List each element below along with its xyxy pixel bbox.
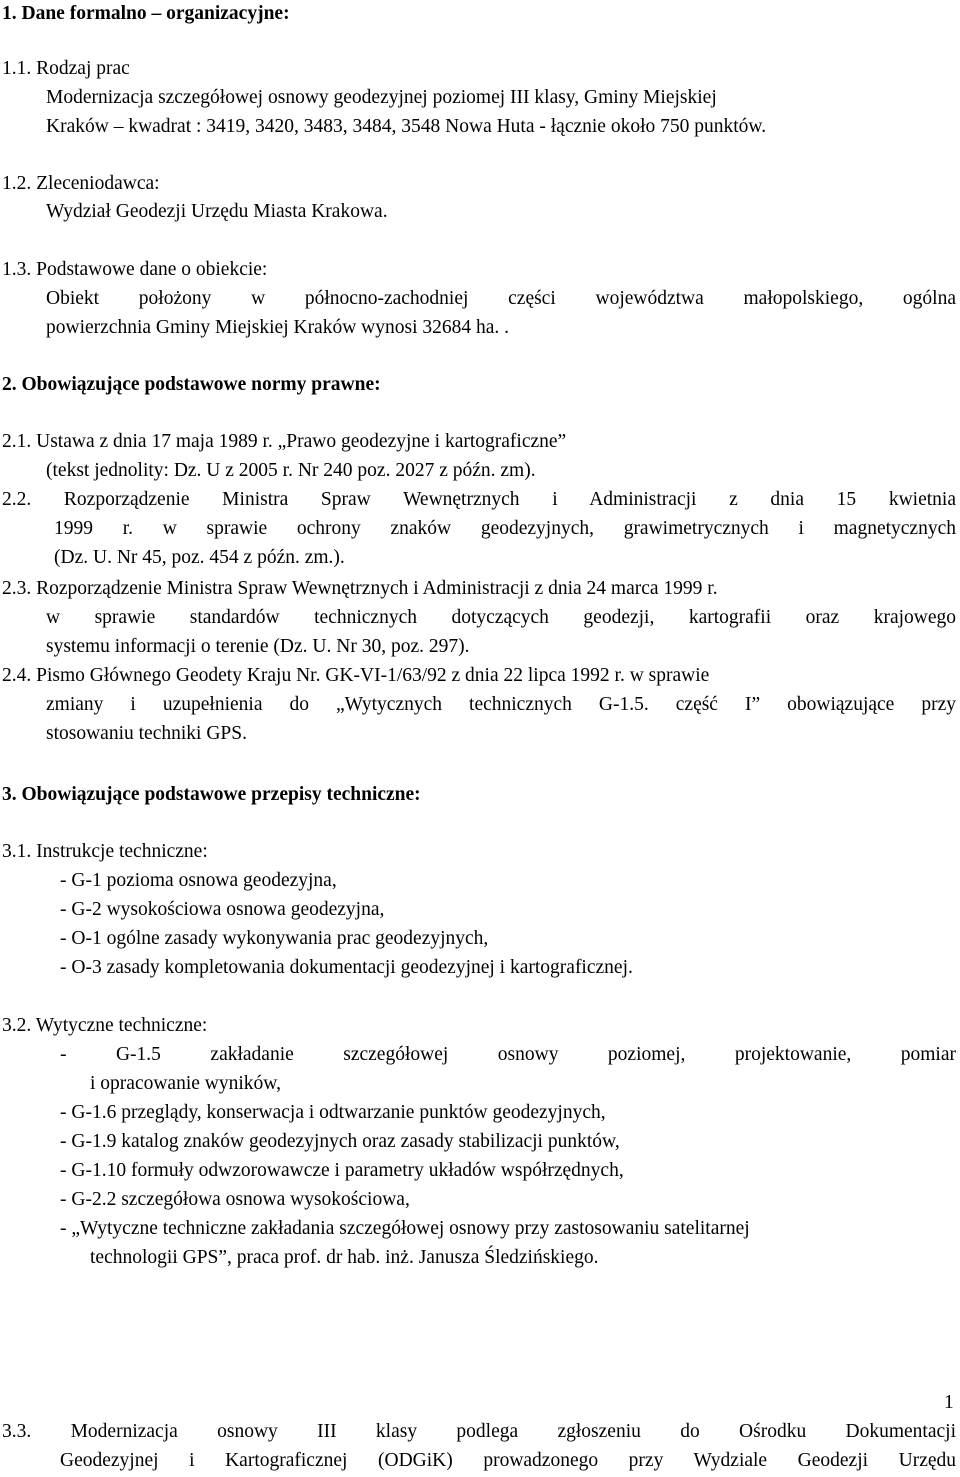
item-1-1-title: 1.1. Rodzaj prac	[2, 58, 130, 79]
item-3-2-entry-1-line-1: - G-1.5 zakładanie szczegółowej osnowy poziomej, projektowanie, pomiar	[60, 1044, 956, 1065]
item-3-2-entry-2: - G-1.6 przeglądy, konserwacja i odtwarzanie punktów geodezyjnych,	[60, 1102, 606, 1123]
item-2-2-line-3: (Dz. U. Nr 45, poz. 454 z późn. zm.).	[54, 547, 345, 568]
item-1-1-line-2: Kraków – kwadrat : 3419, 3420, 3483, 3484, 3548 Nowa Huta - łącznie około 750 punktów.	[46, 116, 767, 137]
item-3-2-title: 3.2. Wytyczne techniczne:	[2, 1015, 208, 1036]
item-2-3-line-1: 2.3. Rozporządzenie Ministra Spraw Wewnętrznych i Administracji z dnia 24 marca 1999 r.	[2, 578, 718, 599]
item-3-2-entry-1-line-2: i opracowanie wyników,	[90, 1073, 281, 1094]
section-3-heading: 3. Obowiązujące podstawowe przepisy techniczne:	[2, 784, 421, 805]
item-3-1-entry-3: - O-1 ogólne zasady wykonywania prac geodezyjnych,	[60, 928, 489, 949]
item-2-1-line-1: 2.1. Ustawa z dnia 17 maja 1989 r. „Prawo geodezyjne i kartograficzne”	[2, 431, 567, 452]
section-1-heading: 1. Dane formalno – organizacyjne:	[2, 3, 290, 24]
item-3-1-title: 3.1. Instrukcje techniczne:	[2, 841, 208, 862]
item-1-3-title: 1.3. Podstawowe dane o obiekcie:	[2, 259, 268, 280]
item-2-4-line-1: 2.4. Pismo Głównego Geodety Kraju Nr. GK-VI-1/63/92 z dnia 22 lipca 1992 r. w sprawie	[2, 665, 710, 686]
item-2-2-line-1: 2.2. Rozporządzenie Ministra Spraw Wewnętrznych i Administracji z dnia 15 kwietnia	[2, 489, 956, 510]
item-3-1-entry-4: - O-3 zasady kompletowania dokumentacji geodezyjnej i kartograficznej.	[60, 957, 633, 978]
item-3-2-entry-3: - G-1.9 katalog znaków geodezyjnych oraz zasady stabilizacji punktów,	[60, 1131, 620, 1152]
item-1-1-line-1: Modernizacja szczegółowej osnowy geodezyjnej poziomej III klasy, Gminy Miejskiej	[46, 87, 717, 108]
item-1-3-line-1: Obiekt położony w północno-zachodniej części województwa małopolskiego, ogólna	[46, 288, 956, 309]
item-2-3-line-2: w sprawie standardów technicznych dotyczących geodezji, kartografii oraz krajowego	[46, 607, 956, 628]
item-3-1-entry-2: - G-2 wysokościowa osnowa geodezyjna,	[60, 899, 385, 920]
item-3-2-entry-5: - G-2.2 szczegółowa osnowa wysokościowa,	[60, 1189, 410, 1210]
item-1-2-title: 1.2. Zleceniodawca:	[2, 173, 160, 194]
item-3-2-entry-6-line-2: technologii GPS”, praca prof. dr hab. inż. Janusza Śledzińskiego.	[90, 1247, 599, 1268]
page-number: 1	[944, 1392, 954, 1413]
item-2-4-line-3: stosowaniu techniki GPS.	[46, 723, 247, 744]
item-1-2-line-1: Wydział Geodezji Urzędu Miasta Krakowa.	[46, 201, 388, 222]
item-3-1-entry-1: - G-1 pozioma osnowa geodezyjna,	[60, 870, 337, 891]
section-2-heading: 2. Obowiązujące podstawowe normy prawne:	[2, 374, 381, 395]
item-3-2-entry-6-line-1: - „Wytyczne techniczne zakładania szczegółowej osnowy przy zastosowaniu satelitarnej	[60, 1218, 750, 1239]
item-3-2-entry-4: - G-1.10 formuły odwzorowawcze i parametry układów współrzędnych,	[60, 1160, 624, 1181]
item-2-2-line-2: 1999 r. w sprawie ochrony znaków geodezyjnych, grawimetrycznych i magnetycznych	[54, 518, 956, 539]
item-2-1-line-2: (tekst jednolity: Dz. U z 2005 r. Nr 240 poz. 2027 z późn. zm).	[46, 460, 536, 481]
item-1-3-line-2: powierzchnia Gminy Miejskiej Kraków wynosi 32684 ha. .	[46, 317, 510, 338]
item-2-3-line-3: systemu informacji o terenie (Dz. U. Nr 30, poz. 297).	[46, 636, 470, 657]
item-2-4-line-2: zmiany i uzupełnienia do „Wytycznych technicznych G-1.5. część I” obowiązujące przy	[46, 694, 956, 715]
item-3-3-line-2: Geodezyjnej i Kartograficznej (ODGiK) prowadzonego przy Wydziale Geodezji Urzędu	[60, 1450, 956, 1471]
item-3-3-line-1: 3.3. Modernizacja osnowy III klasy podlega zgłoszeniu do Ośrodku Dokumentacji	[2, 1421, 956, 1442]
